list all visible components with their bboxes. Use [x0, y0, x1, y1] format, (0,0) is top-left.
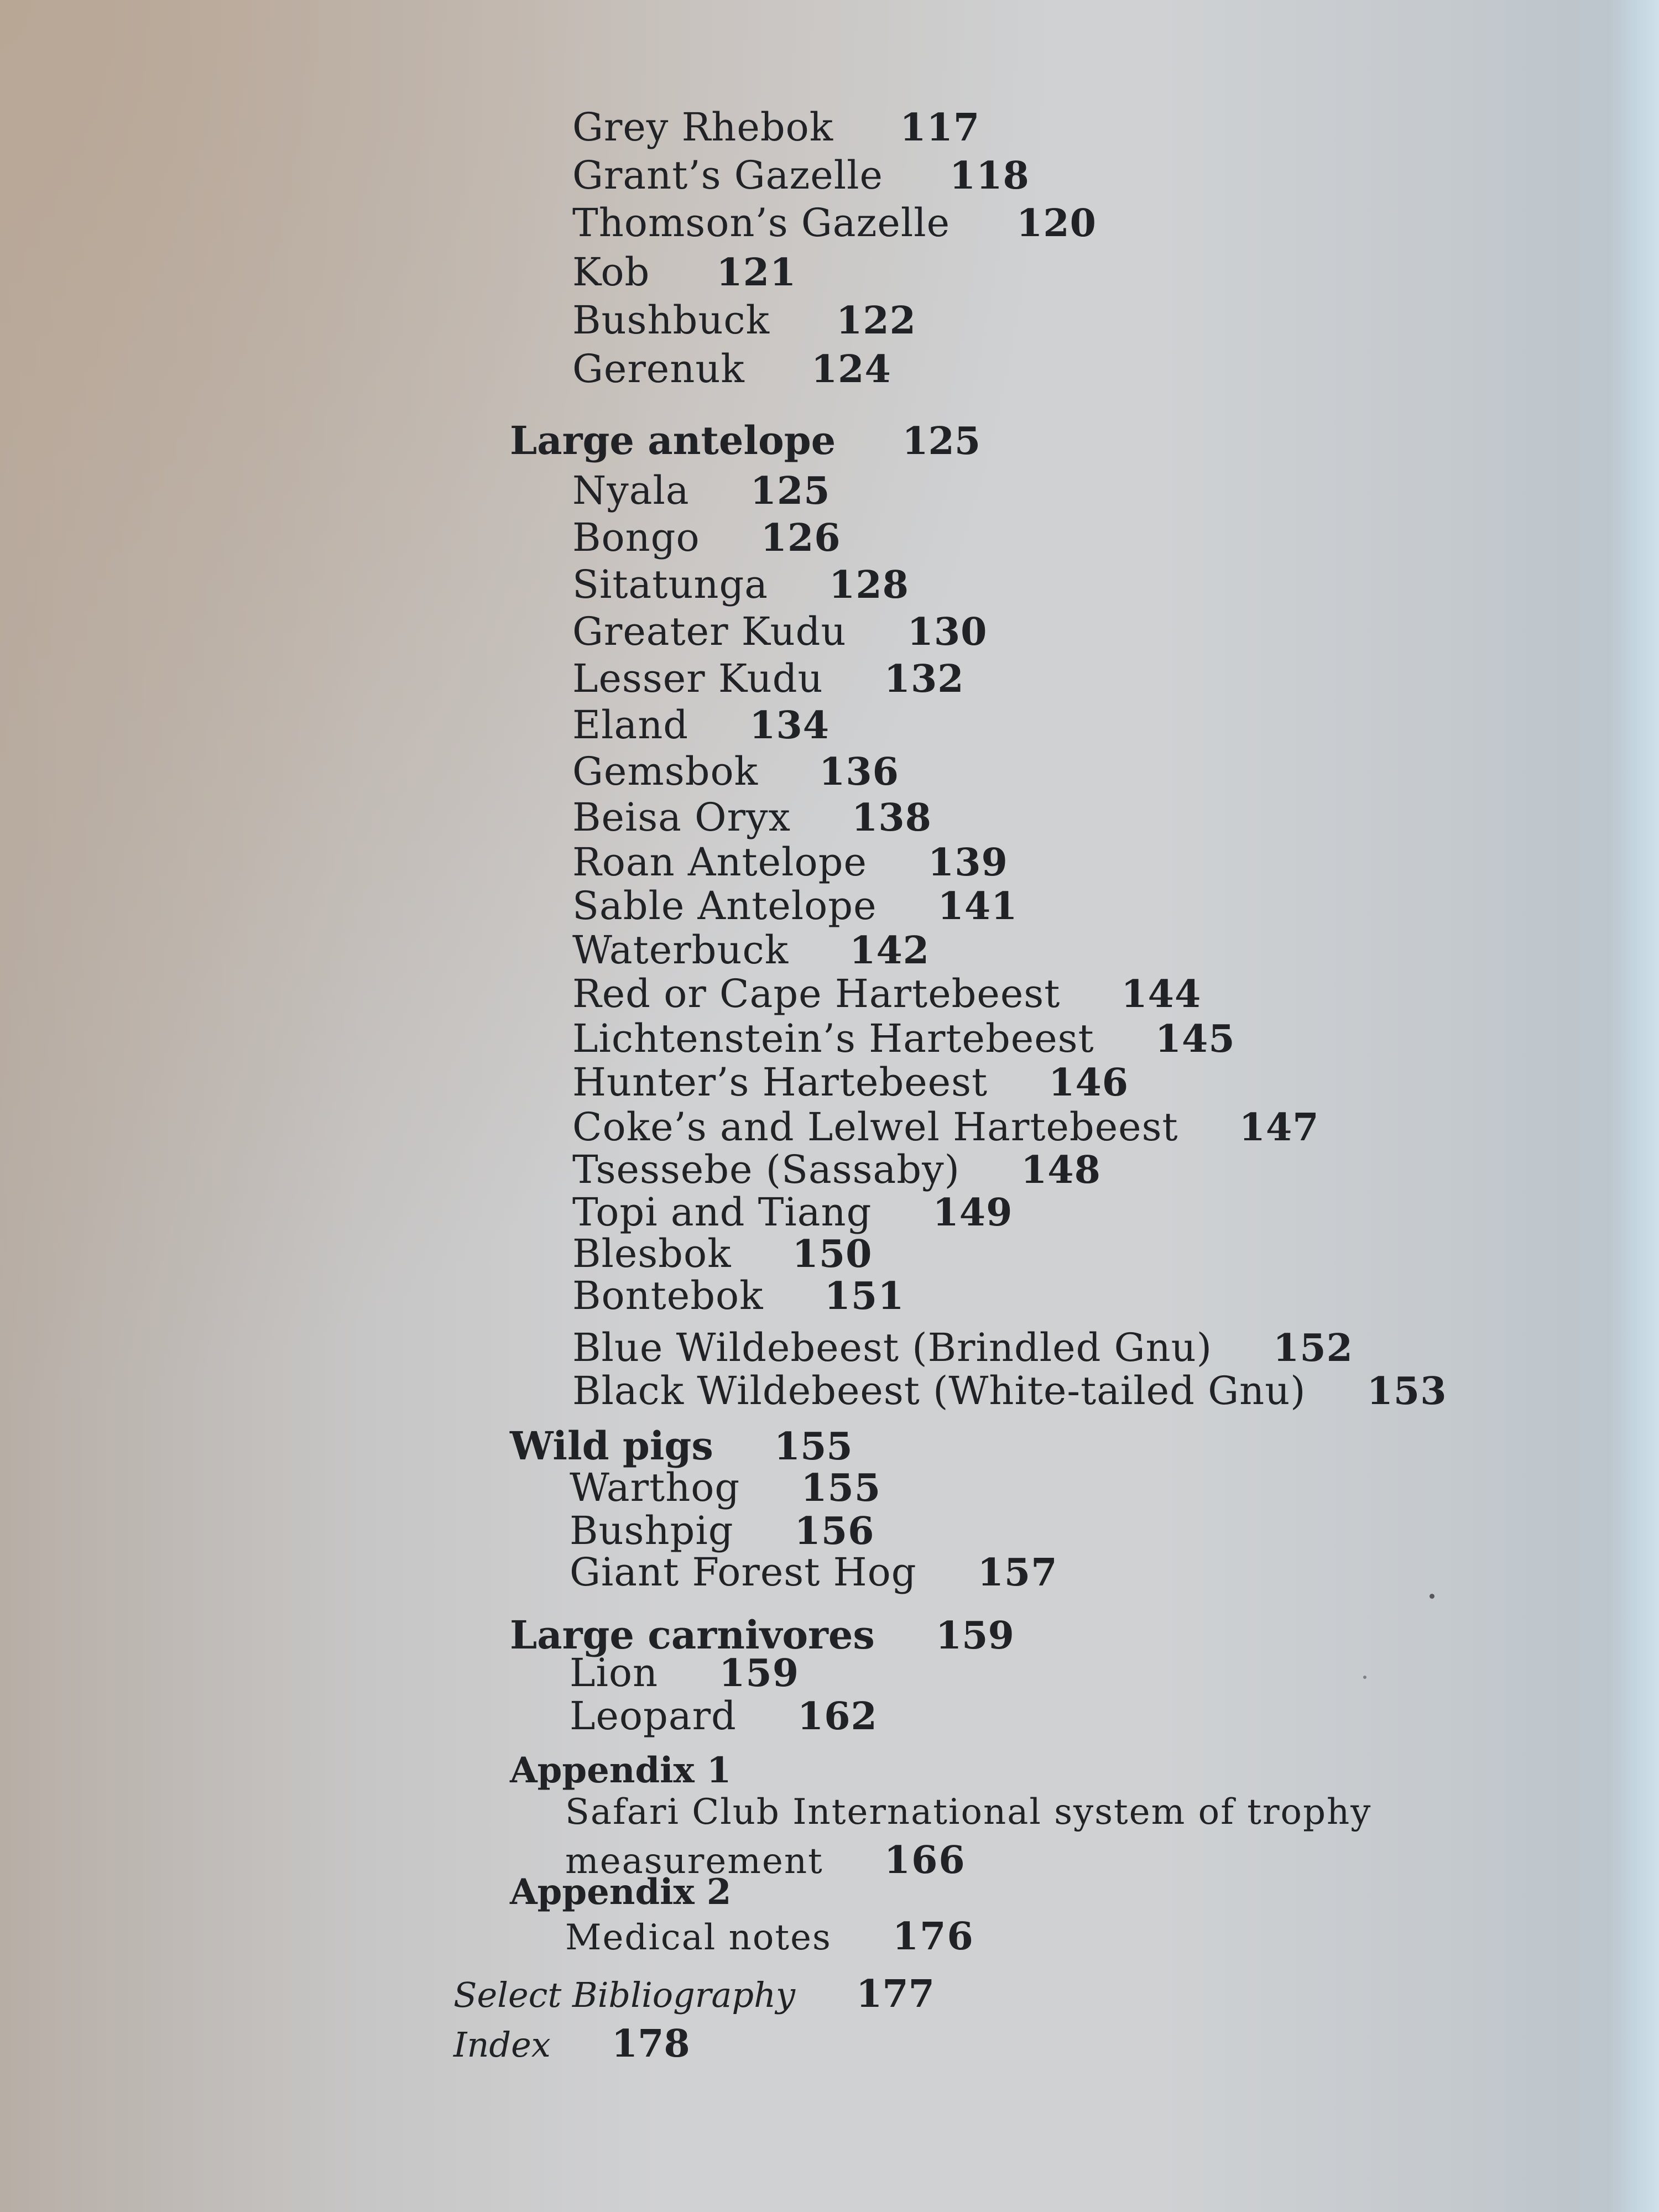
- entry-title: Beisa Oryx: [572, 795, 791, 840]
- entry-title: Leopard: [570, 1693, 737, 1739]
- entry-title: Warthog: [570, 1465, 740, 1510]
- toc-entry-kob: [572, 249, 797, 295]
- toc-entry-lion: [570, 1650, 800, 1695]
- toc-entry-roan-antelope: [572, 839, 1008, 885]
- entry-title: Lion: [570, 1650, 659, 1695]
- toc-entry-nyala: [572, 468, 831, 513]
- entry-title: Gemsbok: [572, 749, 759, 794]
- entry-page-number: 159: [719, 1651, 800, 1695]
- entry-title: Giant Forest Hog: [570, 1550, 917, 1595]
- section-title: Large antelope: [510, 418, 836, 463]
- entry-title: Coke’s and Lelwel Hartebeest: [572, 1104, 1178, 1150]
- entry-title: Eland: [572, 702, 689, 748]
- toc-section-large-antelope: [510, 418, 981, 463]
- toc-entry-blesbok: [572, 1231, 873, 1276]
- entry-title: Blue Wildebeest (Brindled Gnu): [572, 1325, 1213, 1370]
- entry-title: Blesbok: [572, 1231, 732, 1276]
- entry-page-number: 146: [1048, 1061, 1129, 1105]
- toc-index: [453, 2022, 690, 2066]
- toc-entry-giant-forest-hog: [570, 1550, 1058, 1595]
- toc-entry-black-wildebeest: [572, 1368, 1447, 1413]
- entry-title: Roan Antelope: [572, 839, 867, 885]
- entry-title: Black Wildebeest (White-tailed Gnu): [572, 1368, 1306, 1413]
- entry-title: Tsessebe (Sassaby): [572, 1147, 960, 1192]
- toc-appendix-1-title: Appendix 1: [510, 1750, 732, 1791]
- entry-title: Greater Kudu: [572, 609, 847, 654]
- section-page-number: 125: [902, 419, 981, 463]
- toc-section-large-carnivores: [510, 1612, 1014, 1658]
- toc-entry-bongo: [572, 515, 841, 560]
- toc-entry-eland: [572, 702, 830, 748]
- entry-page-number: 151: [824, 1274, 905, 1318]
- entry-title: Sitatunga: [572, 562, 769, 607]
- section-page-number: 155: [774, 1425, 853, 1469]
- entry-page-number: 176: [892, 1914, 974, 1959]
- entry-page-number: 148: [1020, 1148, 1101, 1192]
- toc-entry-gemsbok: [572, 749, 899, 794]
- toc-appendix-2-entry: [565, 1914, 974, 1959]
- entry-title: Bongo: [572, 515, 700, 560]
- entry-title: Gerenuk: [572, 346, 745, 392]
- entry-page-number: 134: [749, 703, 830, 748]
- entry-page-number: 138: [852, 796, 932, 840]
- entry-page-number: 153: [1366, 1369, 1447, 1413]
- entry-page-number: 132: [884, 657, 964, 701]
- entry-title: Bontebok: [572, 1273, 764, 1318]
- toc-appendix-2-title: Appendix 2: [510, 1871, 732, 1913]
- toc-entry-bushpig: [570, 1508, 875, 1553]
- paper-speck-mark: [1430, 1594, 1434, 1599]
- section-title: Wild pigs: [510, 1423, 713, 1469]
- toc-section-wild-pigs: [510, 1423, 853, 1469]
- toc-appendix-1-line-1: Safari Club International system of trophy: [565, 1792, 1372, 1833]
- entry-title: Select Bibliography: [453, 1975, 796, 2015]
- entry-page-number: 141: [937, 884, 1018, 928]
- toc-entry-tsessebe: [572, 1147, 1101, 1192]
- toc-entry-lichtensteins-hartebeest: [572, 1016, 1235, 1061]
- section-page-number: 159: [935, 1614, 1014, 1658]
- entry-page-number: 177: [856, 1972, 935, 2016]
- entry-page-number: 120: [1016, 201, 1097, 246]
- entry-title: Grant’s Gazelle: [572, 153, 883, 198]
- entry-title: Grey Rhebok: [572, 105, 834, 150]
- entry-title: Hunter’s Hartebeest: [572, 1060, 988, 1105]
- entry-page-number: 136: [819, 750, 899, 794]
- entry-title: Sable Antelope: [572, 883, 877, 928]
- toc-entry-bushbuck: [572, 298, 916, 343]
- toc-entry-blue-wildebeest: [572, 1325, 1353, 1370]
- entry-page-number: 162: [797, 1694, 878, 1739]
- toc-entry-grants-gazelle: [572, 153, 1030, 198]
- entry-title: Index: [453, 2025, 551, 2065]
- entry-page-number: 128: [829, 563, 909, 607]
- toc-select-bibliography: [453, 1972, 935, 2016]
- entry-page-number: 149: [932, 1191, 1013, 1235]
- entry-page-number: 117: [900, 106, 980, 150]
- section-title: Large carnivores: [510, 1612, 875, 1658]
- entry-title: Topi and Tiang: [572, 1190, 872, 1235]
- entry-page-number: 155: [801, 1466, 881, 1510]
- toc-entry-sitatunga: [572, 562, 909, 607]
- entry-title: Bushbuck: [572, 298, 770, 343]
- toc-entry-waterbuck: [572, 927, 930, 973]
- entry-title: Bushpig: [570, 1508, 734, 1553]
- entry-page-number: 118: [949, 154, 1030, 198]
- entry-page-number: 130: [907, 610, 988, 654]
- entry-page-number: 142: [849, 928, 930, 973]
- toc-entry-greater-kudu: [572, 609, 988, 654]
- toc-entry-grey-rhebok: [572, 105, 980, 150]
- entry-title: measurement: [565, 1841, 823, 1882]
- toc-entry-gerenuk: [572, 346, 891, 392]
- entry-title: Medical notes: [565, 1917, 832, 1958]
- toc-entry-thomsons-gazelle: [572, 200, 1097, 246]
- entry-page-number: 126: [760, 516, 841, 560]
- entry-page-number: 125: [750, 469, 831, 513]
- entry-title: Waterbuck: [572, 927, 789, 973]
- entry-page-number: 139: [927, 841, 1008, 885]
- toc-entry-beisa-oryx: [572, 795, 932, 840]
- entry-page-number: 166: [884, 1838, 966, 1882]
- toc-entry-red-or-cape-hartebeest: [572, 971, 1202, 1016]
- toc-entry-warthog: [570, 1465, 881, 1510]
- toc-entry-sable-antelope: [572, 883, 1018, 928]
- toc-entry-bontebok: [572, 1273, 905, 1318]
- entry-title: Thomson’s Gazelle: [572, 200, 951, 246]
- entry-title: Lesser Kudu: [572, 656, 823, 701]
- entry-page-number: 152: [1273, 1326, 1353, 1370]
- entry-page-number: 157: [977, 1551, 1058, 1595]
- entry-page-number: 121: [716, 251, 797, 295]
- entry-page-number: 178: [611, 2022, 690, 2066]
- entry-page-number: 150: [792, 1232, 873, 1276]
- entry-page-number: 124: [811, 347, 891, 392]
- entry-page-number: 145: [1155, 1017, 1235, 1061]
- entry-title: Kob: [572, 249, 650, 295]
- entry-title: Lichtenstein’s Hartebeest: [572, 1016, 1094, 1061]
- paper-speck-mark: [1363, 1676, 1366, 1679]
- toc-entry-leopard: [570, 1693, 878, 1739]
- entry-page-number: 156: [794, 1509, 875, 1553]
- entry-page-number: 122: [836, 299, 916, 343]
- toc-entry-hunters-hartebeest: [572, 1060, 1129, 1105]
- entry-title: Nyala: [572, 468, 690, 513]
- toc-entry-lesser-kudu: [572, 656, 964, 701]
- entry-title: Red or Cape Hartebeest: [572, 971, 1061, 1016]
- toc-entry-cokes-and-lelwel-hartebeest: [572, 1104, 1319, 1150]
- entry-page-number: 144: [1121, 972, 1202, 1016]
- entry-page-number: 147: [1239, 1105, 1319, 1150]
- toc-entry-topi-and-tiang: [572, 1190, 1013, 1235]
